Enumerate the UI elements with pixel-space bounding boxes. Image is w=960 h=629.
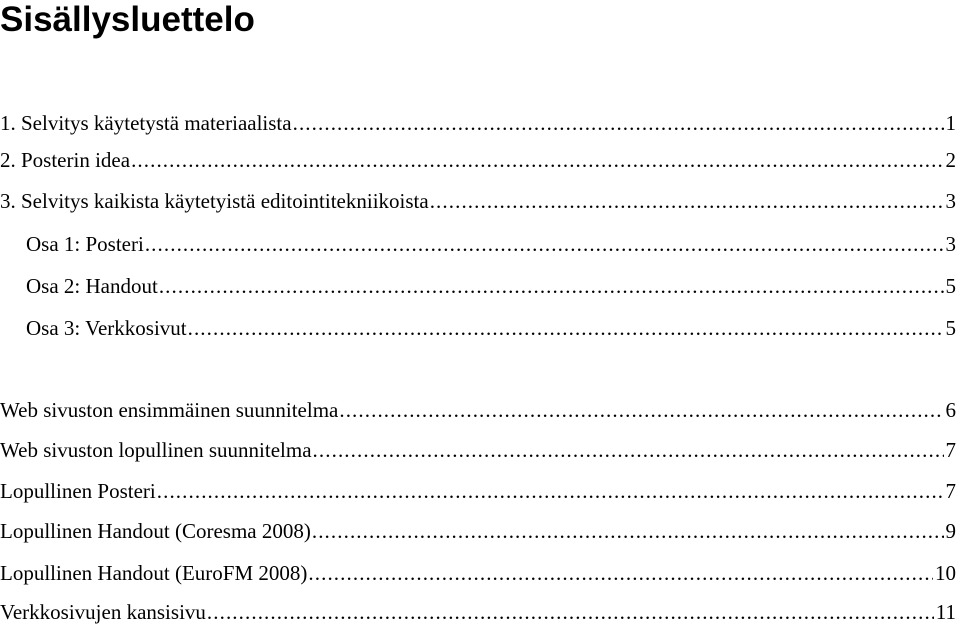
toc-entry-label: Verkkosivujen kansisivu <box>0 600 206 624</box>
toc-dot-leader <box>159 271 944 301</box>
toc-dot-leader <box>207 597 934 627</box>
toc-dot-leader <box>313 435 944 465</box>
toc-dot-leader <box>157 476 944 506</box>
toc-entry-page: 6 <box>945 398 956 422</box>
toc-dot-leader <box>430 186 944 216</box>
toc-entry-page: 1 <box>945 111 956 135</box>
toc-entry[interactable] <box>0 435 956 465</box>
toc-entry-page: 7 <box>945 438 956 462</box>
toc-entry-label: Osa 2: Handout <box>26 274 158 298</box>
toc-entry-label: 2. Posterin idea <box>0 148 131 172</box>
toc-entry-page: 3 <box>945 232 956 256</box>
toc-entry-label: Lopullinen Posteri <box>0 479 156 503</box>
toc-entry-label: Osa 1: Posteri <box>26 232 144 256</box>
toc-dot-leader <box>145 229 944 259</box>
toc-entry-label: 1. Selvitys käytetystä materiaalista <box>0 111 292 135</box>
toc-entry-page: 5 <box>945 316 956 340</box>
toc-entry-label: Lopullinen Handout (EuroFM 2008) <box>0 561 308 585</box>
toc-dot-leader <box>312 516 944 546</box>
toc-entry[interactable] <box>0 558 956 588</box>
toc-entry-label: Osa 3: Verkkosivut <box>26 316 187 340</box>
toc-entry-page: 7 <box>945 479 956 503</box>
document-title: Sisällysluettelo <box>0 0 255 39</box>
toc-entry[interactable] <box>0 476 956 506</box>
toc-subentry[interactable] <box>0 229 956 259</box>
toc-dot-leader <box>339 395 943 425</box>
toc-entry-label: 3. Selvitys kaikista käytetyistä editointitekniikoista <box>0 189 429 213</box>
toc-subentry[interactable] <box>0 313 956 343</box>
toc-entry-label: Lopullinen Handout (Coresma 2008) <box>0 519 311 543</box>
toc-dot-leader <box>308 558 933 588</box>
toc-entry-page: 10 <box>935 561 956 585</box>
toc-dot-leader <box>131 145 943 175</box>
toc-entry[interactable] <box>0 108 956 138</box>
toc-entry[interactable] <box>0 145 956 175</box>
toc-entry-label: Web sivuston ensimmäinen suunnitelma <box>0 398 339 422</box>
toc-dot-leader <box>188 313 944 343</box>
toc-entry[interactable] <box>0 516 956 546</box>
toc-entry-page: 3 <box>945 189 956 213</box>
toc-subentry[interactable] <box>0 271 956 301</box>
toc-entry[interactable] <box>0 597 956 627</box>
toc-dot-leader <box>293 108 944 138</box>
toc-entry[interactable] <box>0 395 956 425</box>
toc-entry-page: 2 <box>945 148 956 172</box>
toc-entry-page: 9 <box>945 519 956 543</box>
toc-entry[interactable] <box>0 186 956 216</box>
toc-entry-page: 5 <box>945 274 956 298</box>
toc-entry-page: 11 <box>935 600 956 624</box>
toc-entry-label: Web sivuston lopullinen suunnitelma <box>0 438 312 462</box>
